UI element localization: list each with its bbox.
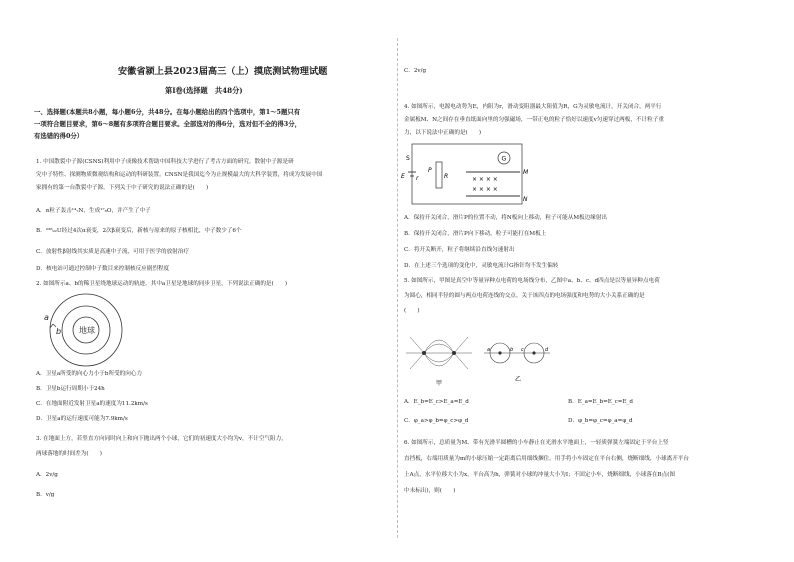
q4-option-d: D．在上述三个选项的变化中，灵敏电流计G指针均不发生偏转	[404, 263, 559, 269]
q4-option-a: A．保持开关闭合，滑片P的位置不动，将N板向上移动，粒子可能从M板边缘射出	[404, 215, 608, 221]
instruction-line-2: 一项符合题目要求，第6～8题有多项符合题目要求。全部选对的得6分，选对但不全的得3分，	[34, 120, 302, 128]
figure-jia-label: 甲	[436, 380, 443, 387]
field-row-1: × × × ×	[472, 176, 498, 183]
circuit-outline	[412, 144, 522, 204]
q1-option-b: B．²³⁸₉₂U经过4次α衰变，2次β衰变后，新核与原来的原子核相比，中子数少了6个	[36, 228, 242, 234]
galvanometer-G-label: G	[501, 155, 507, 163]
q1-stem-3: 家拥有的第一台散裂中子源。下列关于中子研究的说法正确的是( )	[36, 185, 209, 191]
q5-option-b: B．E_a=E_b=E_c=E_d	[568, 399, 633, 405]
q2-option-b: B．卫星b运行周期小于24h	[36, 386, 105, 392]
q1-option-a: A．α粒子轰击¹⁴₇N，生成¹⁷₈O，并产生了中子	[36, 208, 151, 214]
q4-stem-3: 力，以下说法中正确的是( )	[404, 130, 482, 136]
source-r-label: r	[416, 175, 419, 182]
q6-stem-1: 6. 如图所示，总质量为M、带有光滑半圆槽的小车静止在光滑水平地面上，一轻质弹簧左端固定于平台上竖	[404, 440, 669, 446]
point-c-label: c	[521, 347, 524, 353]
plate-M-label: M	[523, 169, 529, 176]
source-E-label: E	[401, 173, 405, 180]
point-d-label: d	[545, 347, 549, 353]
q5-stem-3: ( )	[404, 308, 420, 314]
q6-stem-4: 中未标出)，则( )	[404, 488, 456, 494]
q4-stem-2: 金属板M、N之间存在垂直纸面向里的匀强磁场，一带正电的粒子恰好以速度v匀速穿过两板，不计粒子重	[404, 117, 664, 123]
q5-stem-2: 为圆心，相同半径的圆与两点电荷连线的交点。关于该四点的电场强度和电势的大小关系正确的是	[404, 293, 645, 299]
rheostat-R-label: R	[444, 173, 449, 180]
rheostat	[436, 162, 442, 188]
field-row-2: × × × ×	[472, 186, 498, 193]
figure-yi-label: 乙	[515, 376, 522, 383]
plate-N-label: N	[523, 196, 528, 203]
q6-stem-2: 直挡板，右端用质量为m的小球压缩一定距离后用细线捆住。用手将小车固定在平台右侧，烧断细线，小球离开平台	[404, 456, 689, 462]
q5-stem-1: 5. 如图所示，甲图是真空中等量异种点电荷的电场线分布，乙图中a、b、c、d四点是以等量异种点电荷	[404, 278, 660, 284]
field-lines-jia	[406, 337, 472, 369]
switch-S-label: S	[406, 155, 410, 162]
q3-option-c: C．2v/g	[404, 68, 427, 74]
q4-option-b: B．保持开关闭合，滑片P向下移动，粒子可能打在M板上	[404, 231, 547, 237]
section-subtitle: 第Ⅰ卷(选择题 共48分)	[165, 86, 243, 95]
q2-option-d: D．卫星a的运行速度可能为7.9km/s	[36, 416, 128, 422]
charge-negative	[452, 351, 456, 355]
q5-option-a: A．E_b=E_c>E_a=E_d	[404, 399, 469, 405]
point-b-label: b	[510, 347, 514, 353]
page-title: 安徽省颍上县2023届高三（上）摸底测试物理试题	[118, 66, 328, 77]
q2-orbit-figure	[40, 290, 132, 370]
point-a-label: a	[487, 347, 491, 353]
q4-stem-1: 4. 如图所示，电源电动势为E，内阻为r，滑动变阻器最大阻值为R，G为灵敏电流计，开关闭合，两平行	[404, 104, 662, 110]
slider-P-label: P	[428, 167, 432, 174]
q3-stem-2: 两球落地的时间差为( )	[36, 451, 102, 457]
q1-stem-2: 究中子特性、探测物质微观结构和运动的科研装置。CNSN是我国迄今为止规模最大的大科学装置，将成为发展中国	[36, 172, 323, 178]
q1-stem-1: 1. 中国散裂中子源(CSNS)利用中子成像技术帮助中国科技大学进行了考古方面的研究。散射中子源是研	[36, 159, 294, 165]
q1-option-d: D．核电站可通过控制中子数目来控制核反应剧烈程度	[36, 266, 170, 272]
orbit-b-label: b	[56, 327, 62, 336]
column-divider	[397, 38, 398, 538]
orbit-a-label: a	[44, 313, 49, 322]
q5-option-d: D．φ_b=φ_c=φ_a=φ_d	[568, 418, 633, 424]
q3-option-b: B．v/g	[36, 492, 55, 498]
q2-stem: 2. 如图所示a、b的稀卫星绕地球运动的轨迹，其中a卫星是地球的同步卫星，下列说法正确的是( )	[36, 281, 288, 287]
earth-label: 地球	[79, 326, 95, 335]
instruction-line-1: 一、选择题(本题共8小题，每小题6分，共48分。在每小题给出的四个选项中，第1～5题只有	[34, 108, 301, 116]
q3-stem-1: 3. 在地面上方，若竖直方向同时向上和向下抛出两个小球，它们的初速度大小均为v，不计空气阻力，	[36, 436, 287, 442]
q3-option-a: A．2v/g	[36, 472, 58, 478]
instruction-line-3: 有选错的得0分）	[34, 132, 84, 140]
q6-stem-3: 上A点，水平位移大小为x，平台高为h，弹簧对小球的冲量大小为I；不固定小车，烧断细线，小球落在B点(图	[404, 472, 676, 478]
q4-circuit-figure	[400, 138, 550, 210]
q5-option-c: C．φ_a>φ_b=φ_c>φ_d	[404, 418, 469, 424]
q5-field-figure	[404, 325, 554, 389]
q4-option-c: C．将开关断开，粒子将继续沿直线匀速射出	[404, 247, 515, 253]
q2-option-c: C．在地面附近发射卫星a的速度为11.2km/s	[36, 401, 148, 407]
charge-positive	[422, 351, 426, 355]
q2-option-a: A．卫星a所受的向心力小于b所受的向心力	[36, 371, 143, 377]
q1-option-c: C．放射性β射线其实质是高速中子流，可用于医学的放射治疗	[36, 249, 189, 255]
